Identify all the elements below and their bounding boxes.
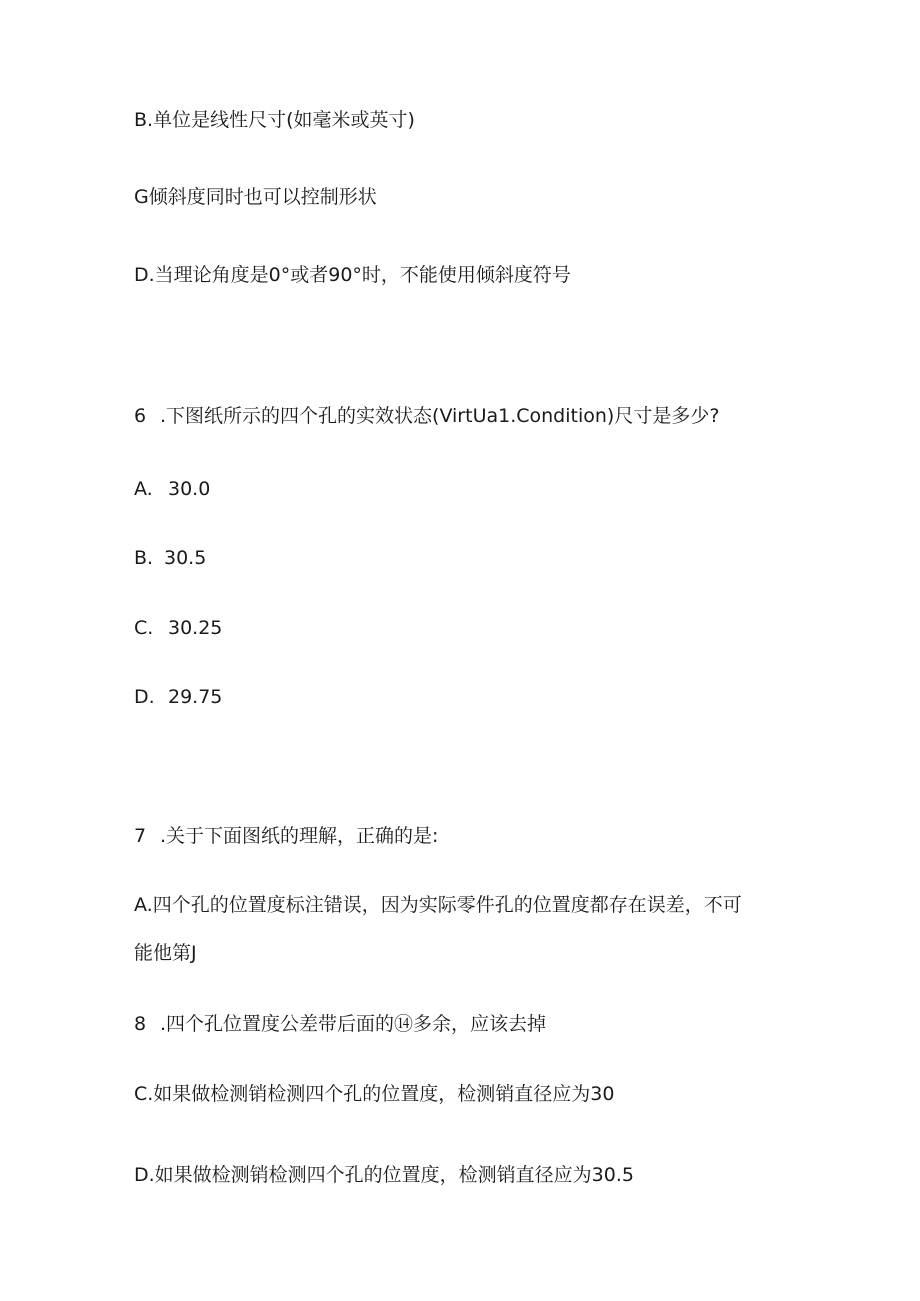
q7-number: 7: [134, 825, 147, 847]
option-label: A.: [134, 478, 153, 500]
q7-question: [134, 824, 438, 848]
option-value: 30.25: [168, 617, 223, 639]
q8-question: [134, 1012, 546, 1036]
q8-option-d: D.如果做检测销检测四个孔的位置度，检测销直径应为30.5: [134, 1164, 634, 1186]
q6-number: 6: [134, 405, 147, 427]
q6-stem: .下图纸所示的四个孔的实效状态(VirtUa1.Condition)尺寸是多少?: [160, 405, 720, 427]
q6-option-a: [134, 477, 210, 501]
option-value: 30.0: [168, 478, 211, 500]
q8-stem: .四个孔位置度公差带后面的⑭多余，应该去掉: [160, 1013, 547, 1035]
q7-option-a-line1: A.四个孔的位置度标注错误，因为实际零件孔的位置度都存在误差，不可: [134, 894, 742, 916]
q6-question: [134, 404, 719, 428]
q8-option-c: C.如果做检测销检测四个孔的位置度，检测销直径应为30: [134, 1083, 615, 1105]
option-label: C.: [134, 617, 154, 639]
q5-option-b: B.单位是线性尺寸(如毫米或英寸): [134, 109, 415, 131]
q6-option-b: [134, 546, 206, 570]
q6-option-d: [134, 685, 222, 709]
option-label: B.: [134, 547, 154, 569]
q8-number: 8: [134, 1013, 147, 1035]
q6-option-c: [134, 616, 222, 640]
q7-stem: .关于下面图纸的理解，正确的是:: [160, 825, 439, 847]
option-value: 29.75: [168, 686, 223, 708]
option-value: 30.5: [164, 547, 207, 569]
q5-option-c: G倾斜度同时也可以控制形状: [134, 186, 377, 208]
q5-option-d: D.当理论角度是0°或者90°时，不能使用倾斜度符号: [134, 264, 571, 286]
q7-option-a-line2: 能他第J: [134, 942, 197, 964]
option-label: D.: [134, 686, 155, 708]
